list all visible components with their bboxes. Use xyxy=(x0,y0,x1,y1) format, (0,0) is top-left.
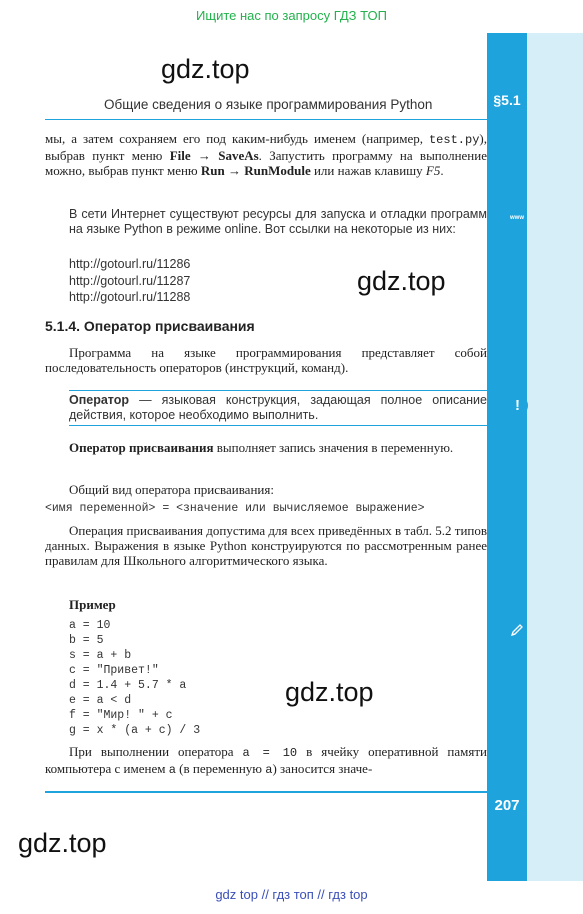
paragraph-execution: При выполнении оператора a = 10 в ячейку оперативной памяти компьютера с именем a (в переменную a) заносится значе- xyxy=(45,744,487,777)
margin-band-dark xyxy=(487,33,527,881)
code-line: a = 10 xyxy=(69,619,111,632)
paragraph-save-run: мы, а затем сохраняем его под каким-нибудь именем (например, test.py), выбрав пункт меню File → SaveAs. Запустить программу на выполнение можно, выбрав пункт меню Run → RunModule или нажав клавишу F5. xyxy=(45,131,487,178)
code-line: c = "Привет!" xyxy=(69,664,159,677)
margin-band-light xyxy=(527,33,583,881)
code-line: d = 1.4 + 5.7 * a xyxy=(69,679,187,692)
code-line: e = a < d xyxy=(69,694,132,707)
footer-rule xyxy=(45,791,487,793)
watermark: gdz.top xyxy=(285,677,374,707)
general-form-code: <имя переменной> = <значение или вычисляемое выражение> xyxy=(45,502,425,515)
warning-icon: ! xyxy=(507,395,528,416)
code-line: f = "Мир! " + c xyxy=(69,709,173,722)
link-1[interactable]: http://gotourl.ru/11286 xyxy=(69,257,191,271)
code-line: b = 5 xyxy=(69,634,104,647)
page-number: 207 xyxy=(494,797,520,814)
section-tab: §5.1 xyxy=(493,92,521,108)
watermark: gdz.top xyxy=(18,828,107,858)
link-2[interactable]: http://gotourl.ru/11287 xyxy=(69,274,191,288)
subsection-title: 5.1.4. Оператор присваивания xyxy=(45,318,255,334)
running-head: Общие сведения о языке программирования Python xyxy=(104,97,433,112)
code-line: s = a + b xyxy=(69,649,132,662)
definition-text: Оператор — языковая конструкция, задающая полное описание действия, которое необходимо выполнить. xyxy=(69,393,487,422)
example-title: Пример xyxy=(69,597,116,612)
bottom-banner[interactable]: gdz top // гдз топ // гдз top xyxy=(215,887,368,902)
watermark: gdz.top xyxy=(357,266,446,296)
header-rule xyxy=(45,119,487,120)
www-icon: www xyxy=(507,208,527,228)
paragraph-assignment: Оператор присваивания выполняет запись значения в переменную. xyxy=(69,440,454,455)
link-3[interactable]: http://gotourl.ru/11288 xyxy=(69,290,191,304)
paragraph-assignment-types: Операция присваивания допустима для всех приведённых в табл. 5.2 типов данных. Выражения в языке Python конструируются по рассмотренным ранее правилам для Школьного алгоритмического языка. xyxy=(45,523,487,568)
top-banner[interactable]: Ищите нас по запросу ГДЗ ТОП xyxy=(196,8,387,23)
pencil-icon xyxy=(507,620,527,640)
paragraph-general-form-intro: Общий вид оператора присваивания: xyxy=(69,482,274,497)
watermark: gdz.top xyxy=(161,54,250,84)
paragraph-program-definition: Программа на языке программирования представляет собой последовательность операторов (инструкций, команд). xyxy=(45,345,487,375)
code-line: g = x * (a + c) / 3 xyxy=(69,724,201,737)
online-resources-text: В сети Интернет существуют ресурсы для запуска и отладки программ на языке Python в режиме online. Вот ссылки на некоторые из них: xyxy=(69,207,487,236)
